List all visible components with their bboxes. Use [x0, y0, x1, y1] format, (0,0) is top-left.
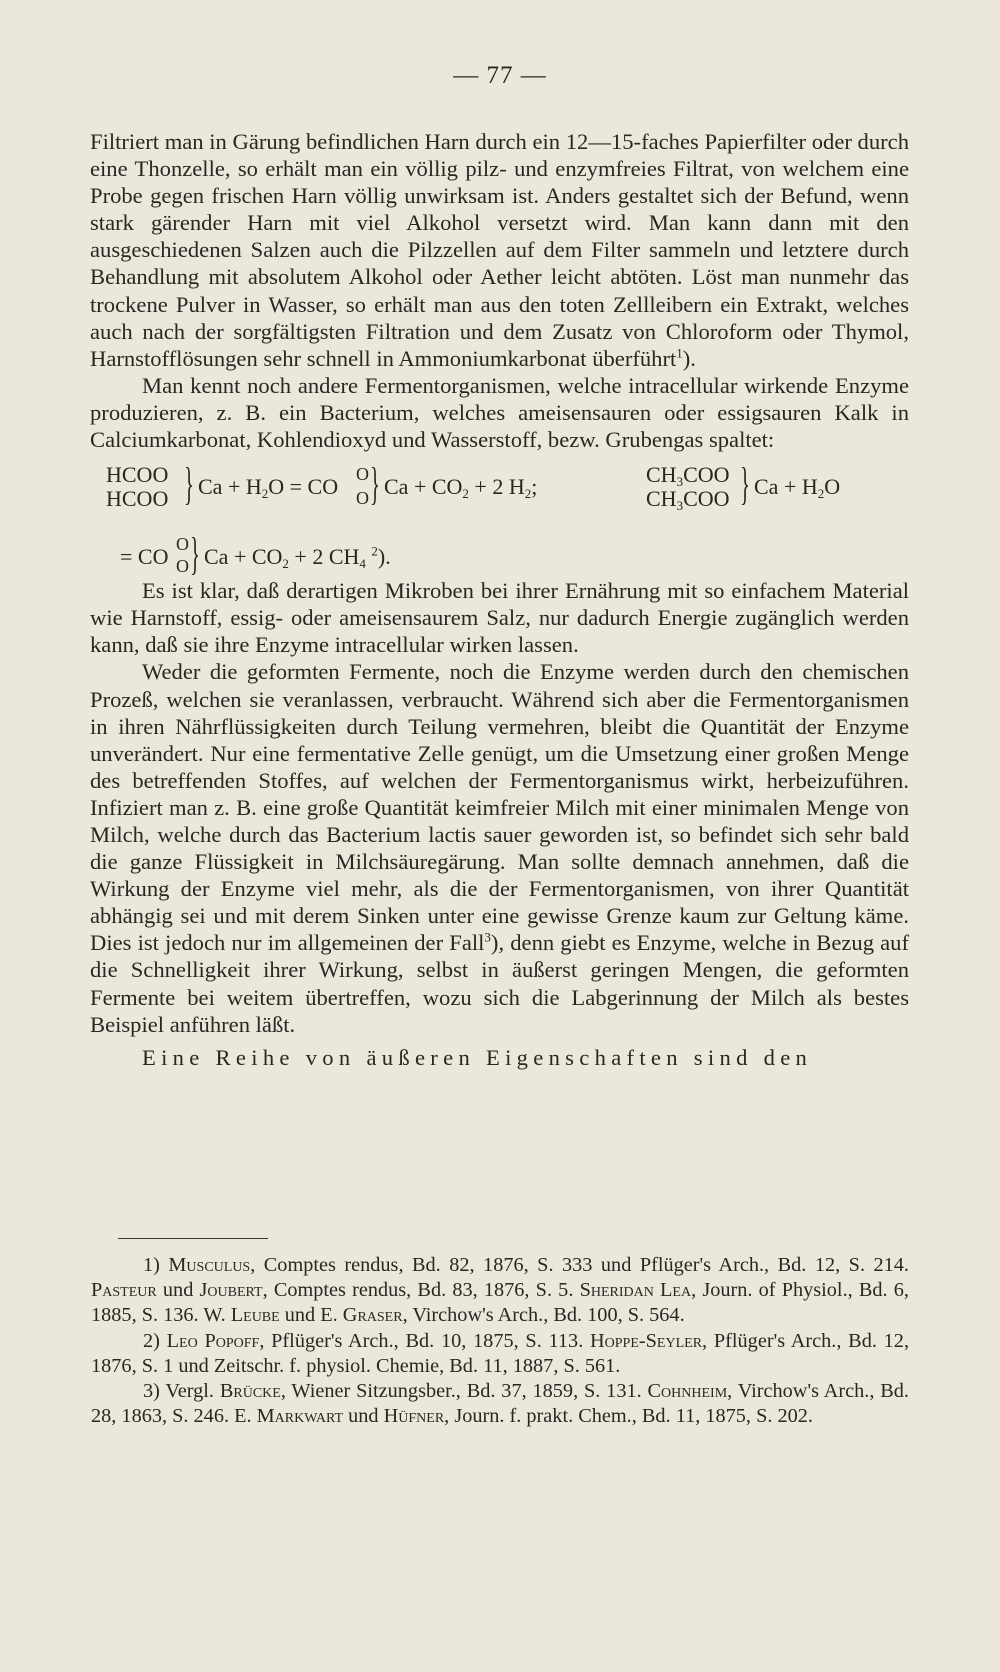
- chemical-formula-line-1: [90, 457, 909, 531]
- formula-o-top: O: [176, 534, 189, 555]
- formula-part: $Ca + CO_2 + 2$ $H_2$;: [384, 474, 538, 502]
- formula-brace: }: [190, 528, 200, 580]
- formula-hcoo-top: HCOO: [106, 462, 169, 488]
- footnote-ref-3: 3: [484, 929, 491, 945]
- formula-part: = CO: [120, 544, 169, 570]
- formula-hcoo-bottom: HCOO: [106, 486, 169, 512]
- formula-brace: }: [740, 458, 750, 510]
- footnote-2: 2) Leo Popoff, Pflüger's Arch., Bd. 10, 1875, S. 113. Hoppe-Seyler, Pflüger's Arch., Bd. 12, 1876, S. 1 und Zeitschr. f. physiol. Chemie, Bd. 11, 1887, S. 561.: [91, 1329, 910, 1377]
- footnote-divider: [118, 1238, 268, 1239]
- footnote-1: 1) Musculus, Comptes rendus, Bd. 82, 1876, S. 333 und Pflüger's Arch., Bd. 12, S. 214. Pasteur und Joubert, Comptes rendus, Bd. 83, 1876, S. 5. Sheridan Lea, Journ. of Physiol., Bd. 6, 1885, S. 136. W. Leube und E. Graser, Virchow's Arch., Bd. 100, S. 564.: [91, 1254, 909, 1327]
- formula-brace: }: [370, 458, 380, 510]
- paragraph-1: [90, 128, 909, 372]
- page-number: — 77 —: [453, 62, 547, 89]
- paragraph-3: Es ist klar, daß derartigen Mikroben bei ihrer Ernährung mit so einfachem Material wie Harnstoff, essig- oder ameisensaurem Salz, nur dadurch Energie zugänglich werden kann, daß sie ihre Enzyme intracellular wirken lassen.: [90, 578, 909, 658]
- paragraph-5: Eine Reihe von äußeren Eigenschaften sind den: [142, 1044, 813, 1070]
- formula-brace: }: [184, 458, 194, 510]
- formula-ch3coo-bottom: $CH_3COO$: [646, 486, 730, 514]
- paragraph-2: Man kennt noch andere Fermentorganismen, welche intracellular wirkende Enzyme produzieren, z. B. ein Bacterium, welches ameisensauren oder essigsauren Kalk in Calciumkarbonat, Kohlendioxyd und Wasserstoff, bezw. Grubengas spaltet:: [90, 372, 909, 453]
- main-text: [90, 128, 909, 1071]
- formula-part: $Ca + H_2O$: [754, 474, 841, 502]
- paragraph-4: [90, 658, 909, 1037]
- paragraph-1-text: Filtriert man in Gärung befindlichen Harn durch ein 12—15-faches Papierfilter oder durch eine Thonzelle, so erhält man ein völlig pilz- und enzymfreies Filtrat, von welchem eine Probe gegen frischen Harn völlig unwirksam ist. Anders gestaltet sich der Befund, wenn stark gärender Harn mit viel Alkohol versetzt wird. Man kann dann mit den ausgeschiedenen Salzen auch die Pilzzellen auf dem Filter sammeln und letztere durch Behandlung mit absolutem Alkohol oder Aether leicht abtöten. Löst man nunmehr das trockene Pulver in Wasser, so erhält man aus den toten Zellleibern ein Extrakt, welches auch nach der sorgfältigsten Filtration und dem Zusatz von Chloroform oder Thymol, Harnstofflösungen sehr schnell in Ammoniumkarbonat überführt: [90, 129, 909, 371]
- formula-o-bottom: O: [356, 488, 369, 509]
- paragraph-4-text-end: ), denn giebt es Enzyme, welche in Bezug auf die Schnelligkeit ihrer Wirkung, selbst in äußerst geringen Mengen, die geformten Fermente bei weitem übertreffen, wozu sich die Labgerinnung der Milch als bestes Beispiel anführen läßt.: [90, 930, 909, 1037]
- footnote-3: 3) Vergl. Brücke, Wiener Sitzungsber., Bd. 37, 1859, S. 131. Cohnheim, Virchow's Arch., Bd. 28, 1863, S. 246. E. Markwart und Hüfner, Journ. f. prakt. Chem., Bd. 11, 1875, S. 202.: [91, 1380, 909, 1428]
- chemical-formula-line-2: [90, 528, 909, 580]
- paragraph-1-end: ).: [682, 345, 696, 371]
- formula-part: $Ca + CO_2 + 2$ $CH_4$ $^2$).: [204, 543, 391, 572]
- formula-o-bottom: O: [176, 556, 189, 577]
- formula-ch3coo-top: $CH_3COO$: [646, 462, 730, 490]
- formula-part: $Ca + H_2O$ = CO: [198, 474, 339, 502]
- footnotes: [91, 1253, 909, 1429]
- formula-o-top: O: [356, 464, 369, 485]
- paragraph-4-text: Weder die geformten Fermente, noch die Enzyme werden durch den chemischen Prozeß, welchen sie veranlassen, verbraucht. Während sich aber die Fermentorganismen in ihren Nährflüssigkeiten durch Teilung vermehren, bleibt die Quantität der Enzyme unverändert. Nur eine fermentative Zelle genügt, um die Umsetzung einer großen Menge des betreffenden Stoffes, auf welchen der Fermentorganismus wirkt, herbeizuführen. Infiziert man z. B. eine große Quantität keimfreier Milch mit einer minimalen Menge von Milch, welche durch das Bacterium lactis sauer geworden ist, so befindet sich sehr bald die ganze Flüssigkeit in Milchsäuregärung. Man sollte demnach annehmen, daß die Wirkung der Enzyme viel mehr, als die der Fermentorganismen, von ihrer Quantität abhängig sei und mit derem Sinken unter eine gewisse Grenze kaum zur Geltung käme. Dies ist jedoch nur im allgemeinen der Fall: [90, 659, 909, 956]
- footnote-ref-1: 1: [676, 345, 683, 361]
